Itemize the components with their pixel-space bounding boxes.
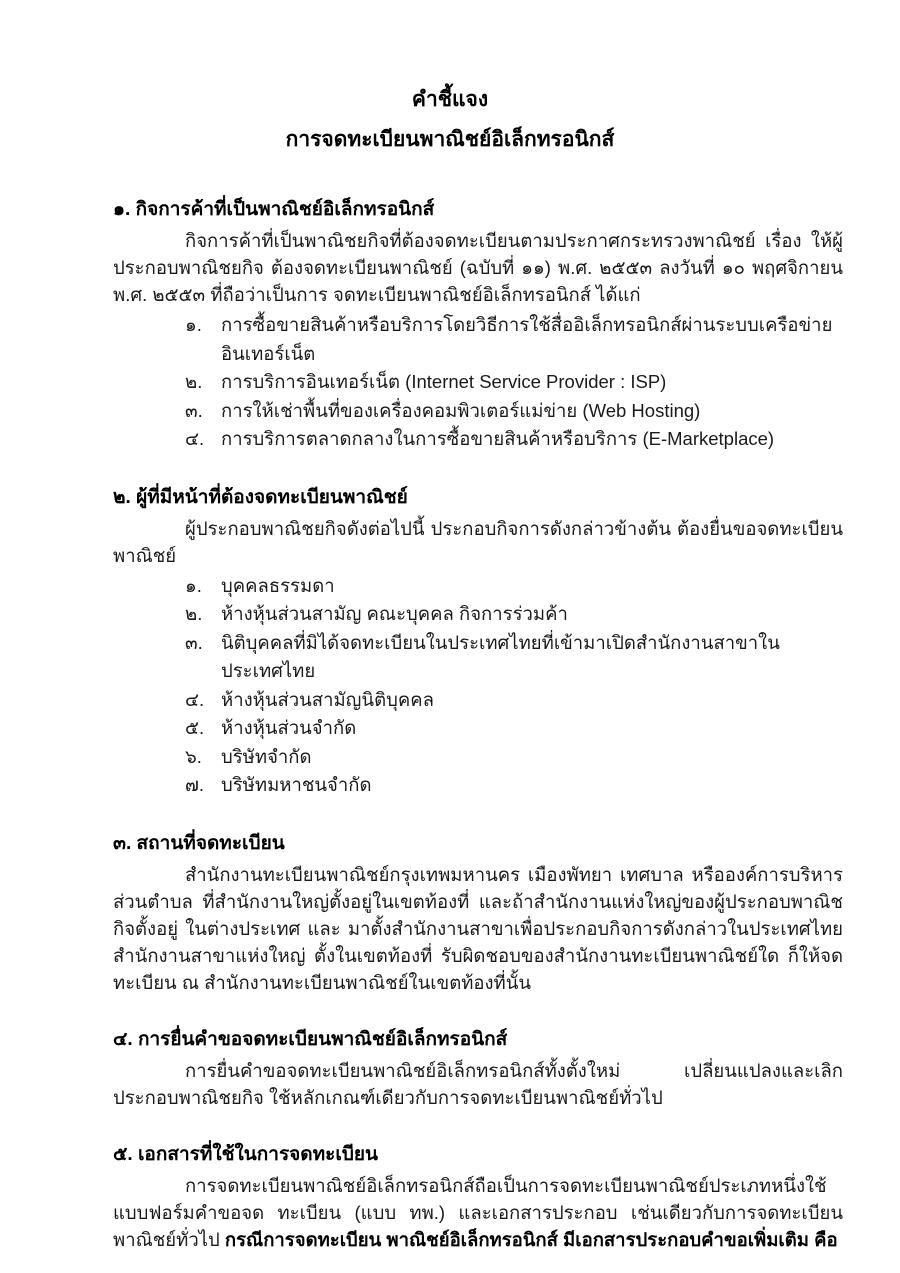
list-item-number: ๓. (185, 631, 203, 653)
list-item-text: บริษัทมหาชนจำกัด (221, 774, 372, 795)
list-item-number: ๖. (185, 745, 202, 767)
section-1-list (113, 311, 843, 454)
list-item-text: นิติบุคคลที่มิได้จดทะเบียนในประเทศไทยที่เข้ามาเปิดสำนักงานสาขาในประเทศไทย (221, 631, 780, 681)
section-4 (113, 1026, 843, 1111)
list-item-number: ๒. (185, 371, 203, 392)
list-item (185, 600, 843, 629)
list-item-text: ห้างหุ้นส่วนสามัญ คณะบุคคล กิจการร่วมค้า (221, 603, 568, 624)
section-4-paragraph: การยื่นคำขอจดทะเบียนพาณิชย์อิเล็กทรอนิกส์ทั้งตั้งใหม่ เปลี่ยนแปลงและเลิกประกอบพาณิชยกิจ ใช้หลักเกณฑ์เดียวกับการจดทะเบียนพาณิชย์ทั่วไป (113, 1059, 843, 1108)
section-3-heading: ๓. สถานที่จดทะเบียน (113, 832, 285, 854)
section-4-heading: ๔. การยื่นคำขอจดทะเบียนพาณิชย์อิเล็กทรอนิกส์ (113, 1028, 508, 1050)
list-item-number: ๑. (185, 574, 202, 596)
document-body (113, 196, 843, 1253)
list-item-number: ๒. (185, 603, 203, 624)
list-item (185, 629, 843, 686)
section-2-heading: ๒. ผู้ที่มีหน้าที่ต้องจดทะเบียนพาณิชย์ (113, 486, 408, 508)
list-item-number: ๗. (185, 774, 205, 795)
list-item (185, 743, 843, 772)
section-5-paragraph (113, 1172, 843, 1253)
list-item (185, 686, 843, 715)
list-item (185, 311, 843, 368)
section-5-heading: ๕. เอกสารที่ใช้ในการจดทะเบียน (113, 1143, 379, 1165)
section-2 (113, 484, 843, 800)
list-item-text: การบริการอินเทอร์เน็ต (Internet Service Provider : ISP) (221, 371, 667, 392)
section-1-heading: ๑. กิจการค้าที่เป็นพาณิชย์อิเล็กทรอนิกส์ (113, 199, 435, 220)
section-5-paragraph-bold: กรณีการจดทะเบียน พาณิชย์อิเล็กทรอนิกส์ มีเอกสารประกอบคำขอเพิ่มเติม คือ (224, 1228, 838, 1250)
document-title-line1: คำชี้แจง (411, 88, 489, 111)
section-5 (113, 1141, 843, 1253)
list-item-text: การบริการตลาดกลางในการซื้อขายสินค้าหรือบริการ (E-Marketplace) (221, 428, 775, 449)
list-item-text: ห้างหุ้นส่วนจำกัด (221, 717, 357, 738)
list-item (185, 714, 843, 743)
list-item (185, 572, 843, 601)
section-3-paragraph: สำนักงานทะเบียนพาณิชย์กรุงเทพมหานคร เมืองพัทยา เทศบาล หรือองค์การบริหารส่วนตำบล ที่สำนักงานใหญ่ตั้งอยู่ในเขตท้องที่ และถ้าสำนักงานแห่งใหญ่ของผู้ประกอบพาณิชกิจตั้งอยู่ ในต่างประเทศ และ มาตั้งสำนักงานสาขาเพื่อประกอบกิจการดังกล่าวในประเทศไทย สำนักงานสาขาแห่งใหญ่ ตั้งในเขตท้องที่ รับผิดชอบของสำนักงานทะเบียนพาณิชย์ใด ก็ให้จดทะเบียน ณ สำนักงานทะเบียนพาณิชย์ในเขตท้องที่นั้น (113, 863, 843, 993)
section-1-paragraph: กิจการค้าที่เป็นพาณิชยกิจที่ต้องจดทะเบียนตามประกาศกระทรวงพาณิชย์ เรื่อง ให้ผู้ประกอบพาณิชยกิจ ต้องจดทะเบียนพาณิชย์ (ฉบับที่ ๑๑) พ.ศ. ๒๕๕๓ ลงวันที่ ๑๐ พฤศจิกายน พ.ศ. ๒๕๕๓ ที่ถือว่าเป็นการ จดทะเบียนพาณิชย์อิเล็กทรอนิกส์ ได้แก่ (113, 230, 843, 305)
list-item-number: ๓. (185, 399, 203, 421)
section-1 (113, 196, 843, 454)
list-item-text: การซื้อขายสินค้าหรือบริการโดยวิธีการใช้สื่ออิเล็กทรอนิกส์ผ่านระบบเครือข่ายอินเทอร์เน็ต (221, 314, 833, 364)
section-3 (113, 830, 843, 996)
list-item (185, 368, 843, 397)
list-item-text: ห้างหุ้นส่วนสามัญนิติบุคคล (221, 688, 434, 710)
list-item-number: ๕. (185, 717, 205, 738)
list-item (185, 425, 843, 454)
list-item-text: บริษัทจำกัด (221, 745, 312, 767)
section-2-paragraph: ผู้ประกอบพาณิชยกิจดังต่อไปนี้ ประกอบกิจการดังกล่าวข้างต้น ต้องยื่นขอจดทะเบียนพาณิชย์ (113, 517, 843, 566)
list-item-number: ๔. (185, 688, 205, 710)
list-item-text: บุคคลธรรมดา (221, 574, 335, 596)
list-item-number: ๔. (185, 428, 205, 449)
document-title-line2: การจดทะเบียนพาณิชย์อิเล็กทรอนิกส์ (285, 128, 615, 151)
section-5-paragraph-normal: การจดทะเบียนพาณิชย์อิเล็กทรอนิกส์ถือเป็นการจดทะเบียนพาณิชย์ประเภทหนึ่งใช้แบบฟอร์มคำขอจด ทะเบียน (แบบ ทพ.) และเอกสารประกอบ เช่นเดียวกับการจดทะเบียนพาณิชย์ทั่วไป (113, 1174, 843, 1250)
list-item (185, 397, 843, 426)
document-title (0, 0, 900, 160)
section-2-list (113, 572, 843, 800)
list-item-number: ๑. (185, 314, 202, 335)
list-item-text: การให้เช่าพื้นที่ของเครื่องคอมพิวเตอร์แม่ข่าย (Web Hosting) (221, 399, 701, 421)
list-item (185, 771, 843, 800)
